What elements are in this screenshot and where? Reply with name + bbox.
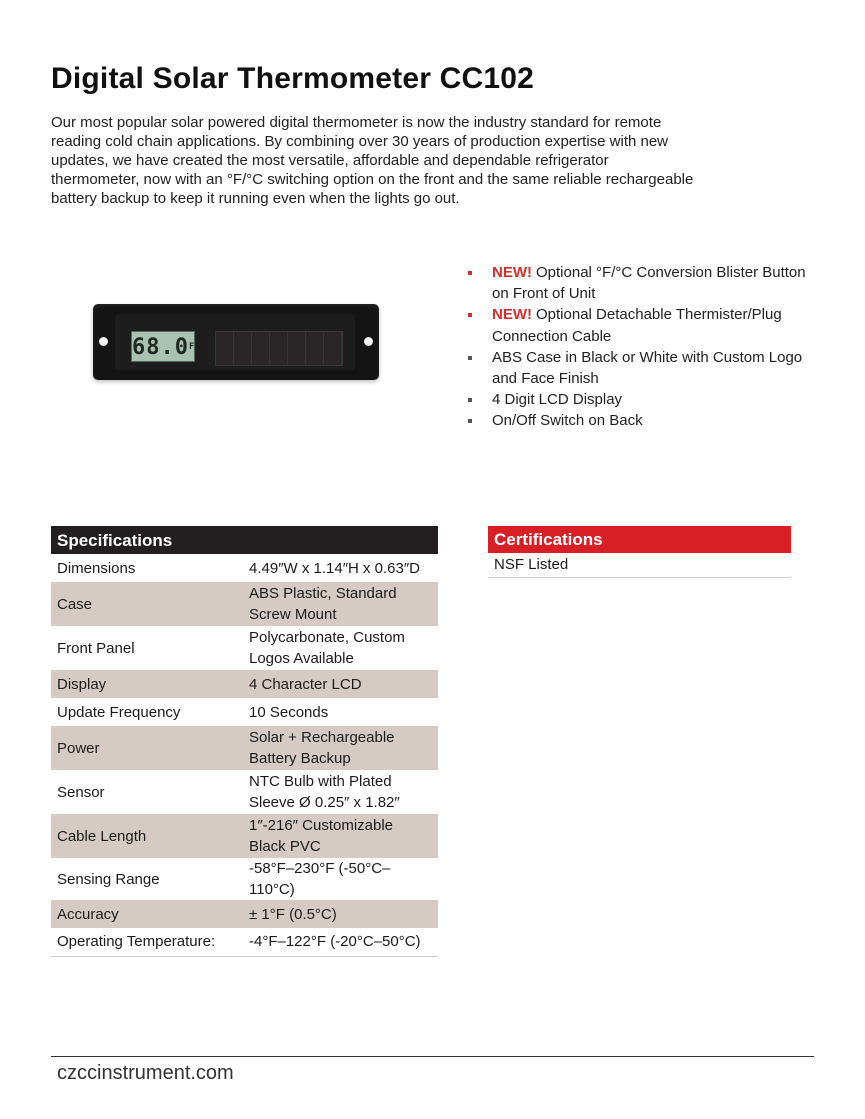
feature-text: 4 Digit LCD Display (492, 391, 623, 409)
feature-text: Optional °F/°C Conversion Blister Button on Front of Unit (492, 264, 806, 303)
spec-row (51, 670, 438, 698)
certifications-table (488, 526, 791, 578)
spec-row (51, 928, 438, 956)
footer-website: czccinstrument.com (57, 1062, 234, 1084)
feature-item (468, 262, 808, 304)
spec-label: Accuracy (51, 900, 241, 928)
feature-text: On/Off Switch on Back (492, 412, 643, 430)
spec-value: Polycarbonate, Custom Logos Available (249, 629, 405, 667)
new-tag: NEW! (492, 306, 532, 324)
spec-value: 4.49″W x 1.14″H x 0.63″D (249, 559, 421, 577)
spec-value: 10 Seconds (249, 703, 329, 721)
spec-row (51, 698, 438, 726)
feature-item (468, 304, 808, 346)
lcd-display (131, 331, 195, 362)
spec-row (51, 554, 438, 582)
specifications-heading: Specifications (51, 526, 438, 554)
spec-label: Update Frequency (57, 703, 181, 721)
spec-value: 4 Character LCD (241, 670, 438, 698)
spec-label: Dimensions (57, 559, 136, 577)
spec-label: Case (51, 582, 241, 626)
lcd-reading: 68.0 (132, 335, 189, 360)
feature-text: ABS Case in Black or White with Custom Logo and Face Finish (492, 348, 803, 388)
spec-rows (51, 554, 438, 957)
spec-row (51, 770, 438, 814)
spec-value: Solar + Rechargeable Battery Backup (241, 726, 438, 770)
spec-value: NTC Bulb with Plated Sleeve Ø 0.25″ x 1.82″ (249, 773, 400, 811)
spec-label: Sensor (57, 783, 105, 801)
feature-item (468, 410, 808, 431)
feature-list (468, 262, 808, 432)
spec-row (51, 814, 438, 858)
feature-item (468, 347, 808, 389)
spec-row (51, 582, 438, 626)
new-tag: NEW! (492, 264, 532, 281)
spec-row (51, 900, 438, 928)
feature-text: Optional Detachable Thermister/Plug Connection Cable (492, 306, 782, 345)
lcd-unit: F (188, 342, 196, 352)
spec-label: Front Panel (57, 639, 135, 657)
spec-value: 1″-216″ Customizable Black PVC (241, 814, 438, 858)
spec-value: ABS Plastic, Standard Screw Mount (241, 582, 438, 626)
intro-paragraph: Our most popular solar powered digital thermometer is now the industry standard for remote reading cold chain applications. By combining over 30 years of production expertise with new updates, we have created the most versatile, affordable and dependable refrigerator thermometer, now with an °F/°C switching option on the front and the same reliable rechargeable battery backup to keep it running even when the lights go out. (51, 114, 694, 207)
spec-label: Power (51, 726, 241, 770)
spec-label: Sensing Range (57, 870, 160, 888)
mount-hole-right (364, 337, 373, 346)
solar-panel (215, 331, 343, 366)
spec-label: Operating Temperature: (51, 928, 241, 956)
feature-item (468, 389, 808, 410)
spec-row (51, 626, 438, 670)
certifications-heading: Certifications (488, 526, 791, 553)
spec-value: ± 1°F (0.5°C) (241, 900, 438, 928)
spec-value: -4°F–122°F (-20°C–50°C) (241, 928, 438, 956)
spec-row (51, 858, 438, 900)
product-image (93, 304, 379, 380)
page-title: Digital Solar Thermometer CC102 (51, 62, 535, 95)
mount-hole-left (99, 337, 108, 346)
spec-value: -58°F–230°F (-50°C–110°C) (249, 860, 391, 898)
footer-divider (51, 1056, 814, 1057)
spec-label: Display (51, 670, 241, 698)
spec-label: Cable Length (51, 814, 241, 858)
specifications-table (51, 526, 438, 957)
product-face (115, 314, 355, 370)
certification-item: NSF Listed (488, 553, 791, 578)
spec-row (51, 726, 438, 770)
